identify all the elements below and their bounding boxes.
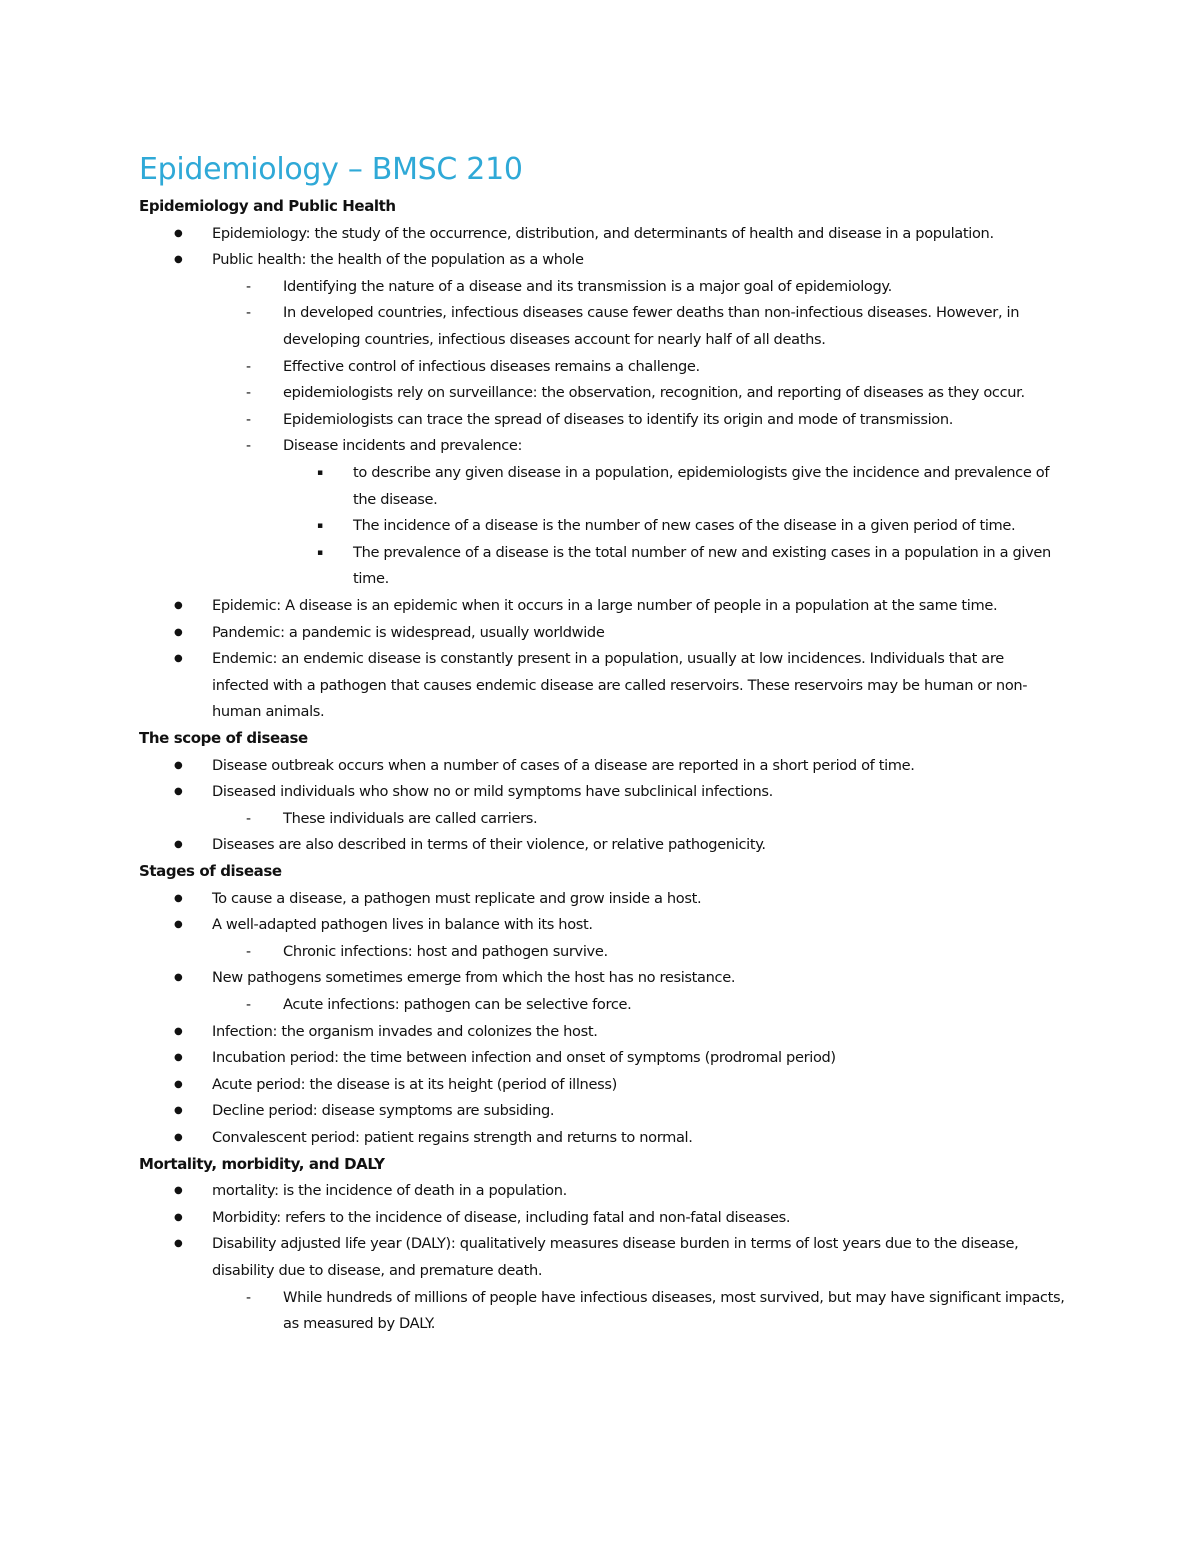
list-item-text: epidemiologists rely on surveillance: the observation, recognition, and reporting of diseases as they occur. <box>283 384 1025 402</box>
list-item-text: A well-adapted pathogen lives in balance with its host. <box>212 916 593 934</box>
bullet-icon: ● <box>174 653 183 665</box>
dash-icon: - <box>246 997 252 1013</box>
bullet-icon: ● <box>174 972 183 984</box>
list-item-text: Epidemiology: the study of the occurrence, distribution, and determinants of health and disease in a population. <box>212 224 994 242</box>
bullet-icon: ● <box>174 1132 183 1143</box>
bullet-icon: ● <box>174 839 183 851</box>
list-item-text: as measured by DALY. <box>283 1315 436 1333</box>
bullet-icon: ● <box>174 254 183 266</box>
list-item-text: New pathogens sometimes emerge from which the host has no resistance. <box>212 969 736 987</box>
list-item-text: The incidence of a disease is the number of new cases of the disease in a given period of time. <box>353 517 1016 535</box>
list-item-text: Infection: the organism invades and colonizes the host. <box>212 1022 598 1040</box>
list-item-text: time. <box>353 570 389 588</box>
list-item-text: Decline period: disease symptoms are subsiding. <box>212 1102 555 1120</box>
list-item-text: mortality: is the incidence of death in a population. <box>212 1182 567 1200</box>
list-item-text: Public health: the health of the population as a whole <box>212 251 584 269</box>
bullet-icon: ● <box>174 1238 183 1250</box>
list-item-text: Diseases are also described in terms of their violence, or relative pathogenicity. <box>212 836 766 854</box>
list-item-text: Diseased individuals who show no or mild symptoms have subclinical infections. <box>212 783 773 801</box>
bullet-icon: ● <box>174 786 183 798</box>
dash-icon: - <box>246 810 252 827</box>
dash-icon: - <box>246 385 252 402</box>
section-heading: Stages of disease <box>139 862 282 880</box>
document-title: Epidemiology – BMSC 210 <box>139 152 523 187</box>
square-bullet-icon: ▪ <box>317 547 324 558</box>
dash-icon: - <box>246 305 252 322</box>
list-item-text: infected with a pathogen that causes endemic disease are called reservoirs. These reservoirs may be human or non- <box>212 676 1028 694</box>
list-item-text: to describe any given disease in a population, epidemiologists give the incidence and prevalence of <box>353 464 1050 481</box>
dash-icon: - <box>246 438 252 455</box>
dash-icon: - <box>246 411 252 428</box>
list-item-text: Acute infections: pathogen can be selective force. <box>283 996 632 1013</box>
list-item-text: Endemic: an endemic disease is constantly present in a population, usually at low incidences. Individuals that are <box>212 650 1004 668</box>
dash-icon: - <box>246 358 252 375</box>
section-heading: Mortality, morbidity, and DALY <box>139 1154 385 1173</box>
dash-icon: - <box>246 1289 252 1306</box>
dash-icon: - <box>246 278 252 295</box>
list-item-text: Convalescent period: patient regains strength and returns to normal. <box>212 1129 693 1146</box>
bullet-icon: ● <box>174 1211 183 1223</box>
dash-icon: - <box>246 943 252 960</box>
bullet-icon: ● <box>174 1052 183 1064</box>
square-bullet-icon: ▪ <box>317 521 324 532</box>
list-item-text: Acute period: the disease is at its height (period of illness) <box>212 1075 617 1093</box>
square-bullet-icon: ▪ <box>317 468 324 478</box>
list-item-text: disability due to disease, and premature death. <box>212 1262 543 1279</box>
list-item-text: Disease outbreak occurs when a number of cases of a disease are reported in a short period of time. <box>212 756 915 774</box>
list-item-text: The prevalence of a disease is the total number of new and existing cases in a population in a given <box>353 543 1051 561</box>
list-item-text: the disease. <box>353 490 438 508</box>
bullet-icon: ● <box>174 1185 183 1197</box>
bullet-icon: ● <box>174 1105 183 1117</box>
list-item-text: Disability adjusted life year (DALY): qualitatively measures disease burden in terms of lost years due to the disease, <box>212 1235 1019 1253</box>
list-item-text: Morbidity: refers to the incidence of disease, including fatal and non-fatal diseases. <box>212 1208 791 1226</box>
list-item-text: Chronic infections: host and pathogen survive. <box>283 942 608 960</box>
list-item-text: Pandemic: a pandemic is widespread, usually worldwide <box>212 623 605 641</box>
list-item-text: human animals. <box>212 703 325 721</box>
bullet-icon: ● <box>174 600 183 611</box>
bullet-icon: ● <box>174 626 183 638</box>
bullet-icon: ● <box>174 892 183 904</box>
list-item-text: developing countries, infectious diseases account for nearly half of all deaths. <box>283 331 826 348</box>
bullet-icon: ● <box>174 1078 183 1090</box>
list-item-text: While hundreds of millions of people have infectious diseases, most survived, but may have significant impacts, <box>283 1288 1065 1306</box>
bullet-icon: ● <box>174 919 183 931</box>
section-heading: The scope of disease <box>139 729 308 747</box>
list-item-text: These individuals are called carriers. <box>283 809 538 827</box>
list-item-text: Epidemic: A disease is an epidemic when it occurs in a large number of people in a population at the same time. <box>212 597 998 614</box>
bullet-icon: ● <box>174 1025 183 1037</box>
list-item-text: In developed countries, infectious diseases cause fewer deaths than non-infectious diseases. However, in <box>283 304 1020 322</box>
list-item-text: Effective control of infectious diseases remains a challenge. <box>283 357 700 375</box>
bullet-icon: ● <box>174 227 183 239</box>
section-heading: Epidemiology and Public Health <box>139 197 396 215</box>
list-item-text: Epidemiologists can trace the spread of diseases to identify its origin and mode of transmission. <box>283 410 954 428</box>
bullet-icon: ● <box>174 759 183 771</box>
list-item-text: Identifying the nature of a disease and its transmission is a major goal of epidemiology. <box>283 277 892 295</box>
list-item-text: Disease incidents and prevalence: <box>283 437 523 455</box>
list-item-text: Incubation period: the time between infection and onset of symptoms (prodromal period) <box>212 1049 836 1067</box>
list-item-text: To cause a disease, a pathogen must replicate and grow inside a host. <box>212 889 702 907</box>
